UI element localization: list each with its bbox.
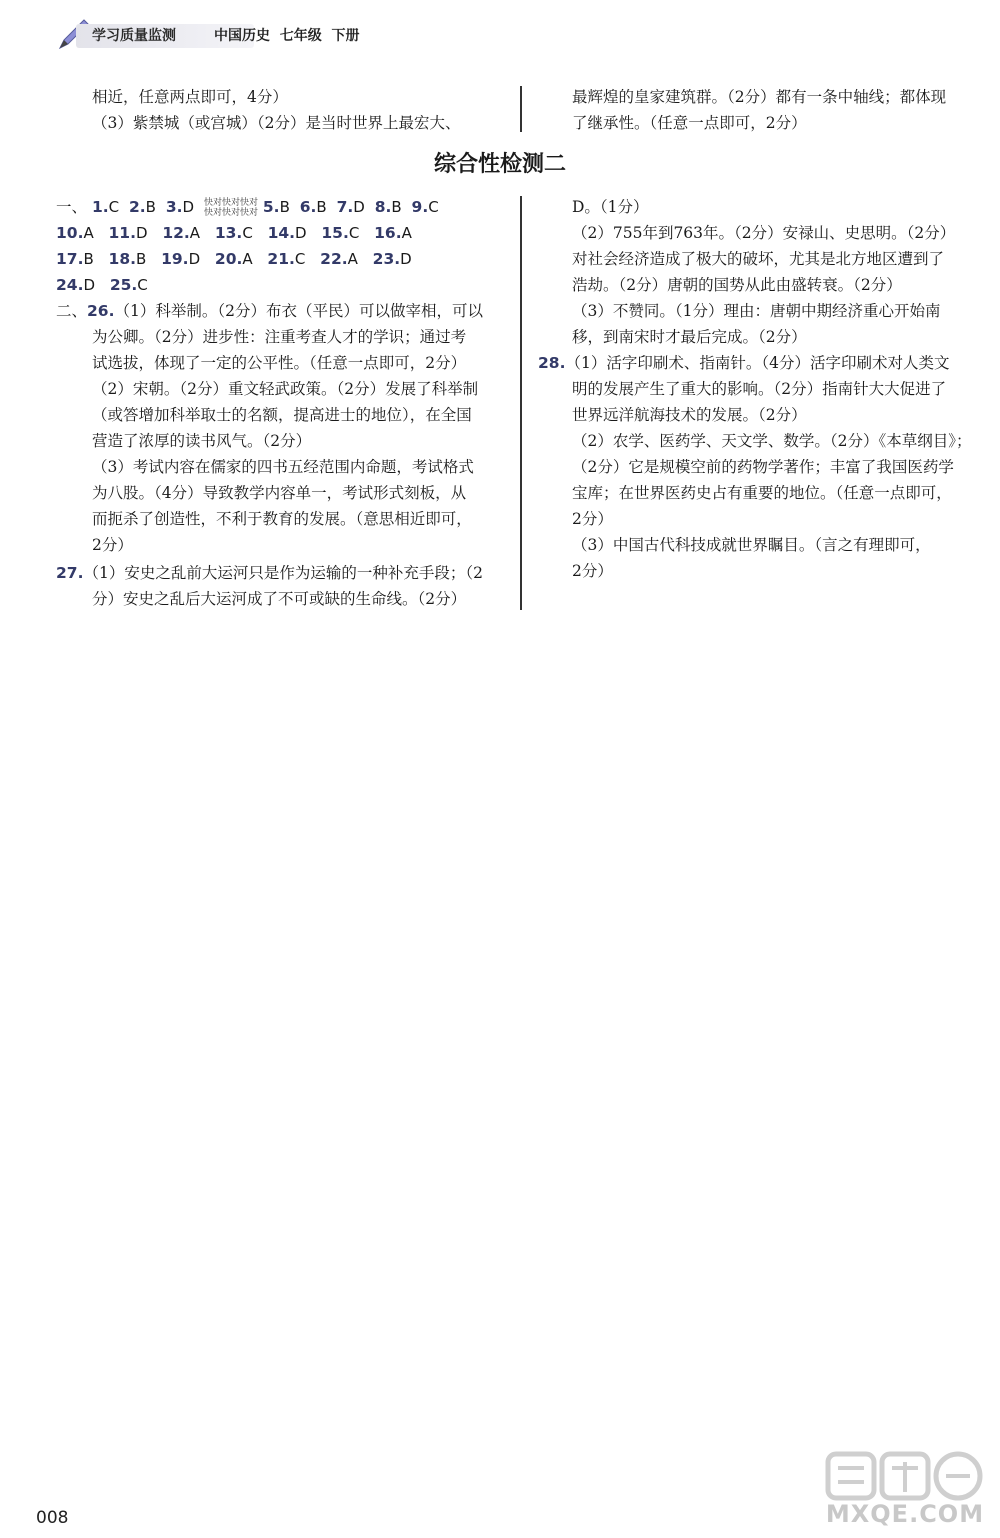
q26-line: 2分） (92, 536, 133, 554)
mc-row (56, 274, 148, 296)
mc-answer: C (242, 224, 253, 242)
overprint-stamp: 快对快对快对 快对快对快对 (203, 198, 258, 218)
mc-answer: B (279, 198, 290, 216)
mc-row (56, 196, 439, 218)
q27-line: 分）安史之乱后大运河成了不可或缺的生命线。（2分） (92, 590, 467, 608)
mc-num: 9. (411, 198, 429, 216)
mc-answer: D (400, 250, 412, 268)
mc-num: 8. (374, 198, 392, 216)
q26-line (56, 300, 483, 322)
mc-num: 13. (214, 224, 243, 242)
q26-line: 营造了浓厚的读书风气。（2分） (92, 432, 312, 450)
mc-answer: B (145, 198, 156, 216)
q28-line: （3）中国古代科技成就世界瞩目。（言之有理即可， (572, 536, 931, 554)
mc-answer: C (348, 224, 360, 242)
mc-answer: D (135, 224, 148, 242)
mc-answer: A (242, 250, 253, 268)
mc-num: 1. (91, 198, 109, 216)
q26-line: 为八股。（4分）导致教学内容单一，考试形式刻板，从 (92, 484, 467, 502)
q27-cont-line: D。（1分） (572, 198, 649, 216)
q26-text: （1）科举制。（2分）布衣（平民）可以做宰相，可以 (114, 302, 483, 320)
q28-line: 世界远洋航海技术的发展。（2分） (572, 406, 807, 424)
q28-line: （2分）它是规模空前的药物学著作；丰富了我国医药学 (572, 458, 954, 476)
mc-row (56, 248, 412, 270)
watermark-url: MXQE.COM (825, 1500, 985, 1528)
column-divider (520, 196, 522, 610)
q26-line: 为公卿。（2分）进步性：注重考查人才的学识；通过考 (92, 328, 467, 346)
top-column-divider (520, 86, 522, 132)
q27-line (56, 562, 483, 584)
mc-num: 2. (128, 198, 146, 216)
mc-num: 14. (267, 224, 296, 242)
mc-num: 21. (267, 250, 295, 268)
q27-cont-line: 对社会经济造成了极大的破坏，尤其是北方地区遭到了 (572, 250, 945, 268)
q26-line: （3）考试内容在儒家的四书五经范围内命题，考试格式 (92, 458, 474, 476)
series-title: 学习质量监测 (92, 28, 176, 44)
q28-line: 2分） (572, 510, 613, 528)
mc-answer: D (295, 224, 307, 242)
mc-answer: D (182, 198, 195, 216)
watermark-logo-graphic (820, 1448, 990, 1504)
mc-num: 10. (56, 224, 84, 242)
mc-answer: C (108, 198, 120, 216)
mc-answer: A (347, 250, 358, 268)
q28-line: （2）农学、医药学、天文学、数学。（2分）《本草纲目》； (572, 432, 972, 450)
watermark-logo (820, 1448, 990, 1532)
mc-answer: A (189, 224, 201, 242)
mc-num: 23. (372, 250, 401, 268)
mc-num: 5. (262, 198, 280, 216)
q28-text: （1）活字印刷术、指南针。（4分）活字印刷术对人类文 (565, 354, 950, 372)
mc-num: 22. (320, 250, 348, 268)
mc-num: 19. (161, 250, 189, 268)
mc-num: 12. (162, 224, 190, 242)
mc-answer: D (188, 250, 201, 268)
mc-num: 24. (56, 276, 84, 294)
subject-line: 中国历史 七年级 下册 (214, 28, 360, 44)
mc-num: 18. (108, 250, 137, 268)
q27-cont-line: 移，到南宋时才最后完成。（2分） (572, 328, 807, 346)
mc-num: 7. (336, 198, 354, 216)
mc-answer: C (428, 198, 439, 216)
mc-num: 15. (321, 224, 349, 242)
q28-line: 2分） (572, 562, 613, 580)
section-title: 综合性检测二 (433, 152, 566, 177)
top-right-line-2: 了继承性。（任意一点即可，2分） (572, 114, 807, 132)
page-header (50, 18, 410, 52)
mc-answer: B (136, 250, 147, 268)
q26-line: 试选拔，体现了一定的公平性。（任意一点即可，2分） (92, 354, 467, 372)
q28-line: 宝库；在世界医药史占有重要的地位。（任意一点即可， (572, 484, 952, 502)
top-right-line-1: 最辉煌的皇家建筑群。（2分）都有一条中轴线；都体现 (572, 88, 947, 106)
q28-line (538, 352, 949, 374)
mc-answer: B (316, 198, 327, 216)
mc-answer: C (294, 250, 306, 268)
page-number: 008 (36, 1508, 69, 1528)
mc-row (56, 222, 412, 244)
q26-section-label: 二、 (56, 302, 88, 320)
q26-line: 而扼杀了创造性，不利于教育的发展。（意思相近即可， (92, 510, 472, 528)
q27-cont-line: （3）不赞同。（1分）理由：唐朝中期经济重心开始南 (572, 302, 941, 320)
mc-num: 25. (109, 276, 138, 294)
q27-text: （1）安史之乱前大运河只是作为运输的一种补充手段；（2 (83, 564, 483, 582)
q26-line: （或答增加科举取士的名额，提高进士的地位），在全国 (92, 406, 472, 424)
top-left-line-1: 相近，任意两点即可，4分） (92, 88, 288, 106)
mc-num: 6. (299, 198, 317, 216)
q27-cont-line: 浩劫。（2分）唐朝的国势从此由盛转衰。（2分） (572, 276, 902, 294)
q26-number: 26. (87, 302, 115, 320)
mc-answer: A (401, 224, 412, 242)
q26-line: （2）宋朝。（2分）重文轻武政策。（2分）发展了科举制 (92, 380, 479, 398)
mc-answer: C (137, 276, 148, 294)
mc-section-label: 一、 (56, 198, 88, 216)
q27-number: 27. (56, 564, 84, 582)
mc-num: 11. (108, 224, 136, 242)
q28-number: 28. (538, 354, 566, 372)
mc-answer: A (83, 224, 94, 242)
mc-num: 16. (374, 224, 402, 242)
mc-num: 17. (56, 250, 84, 268)
mc-answer: D (353, 198, 365, 216)
mc-answer: B (83, 250, 94, 268)
q27-cont-line: （2）755年到763年。（2分）安禄山、史思明。（2分） (572, 224, 956, 242)
mc-answer: D (83, 276, 96, 294)
mc-num: 3. (165, 198, 183, 216)
mc-answer: B (391, 198, 402, 216)
q28-line: 明的发展产生了重大的影响。（2分）指南针大大促进了 (572, 380, 947, 398)
top-left-line-2: （3）紫禁城（或宫城）（2分）是当时世界上最宏大、 (92, 114, 461, 132)
mc-num: 20. (214, 250, 243, 268)
